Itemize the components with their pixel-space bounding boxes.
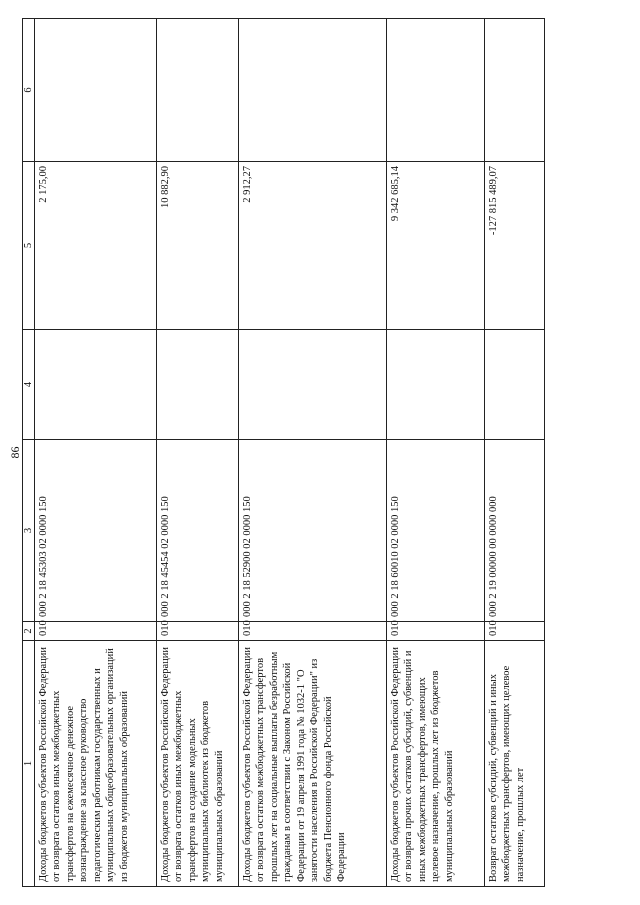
- income-name: Доходы бюджетов субъектов Российской Федерации от возврата прочих остатков субсидий, субвенций и иных межбюджетных трансфертов, имеющих целевое назначение, прошлых лет из бюджетов муниципальных образований: [387, 641, 485, 887]
- table-row: [485, 19, 545, 887]
- page-number: 86: [8, 446, 22, 459]
- column-number-row: [23, 19, 35, 887]
- amount: 9 342 685,14: [387, 162, 485, 330]
- admin-code: 010: [387, 622, 485, 641]
- admin-code: 010: [239, 622, 387, 641]
- table-row: [387, 19, 485, 887]
- table-row: [239, 19, 387, 887]
- amount: -127 815 489,07: [485, 162, 545, 330]
- budget-classification-code: 000 2 18 60010 02 0000 150: [387, 440, 485, 622]
- column-4-cell: [485, 330, 545, 440]
- income-name: Возврат остатков субсидий, субвенций и иных межбюджетных трансфертов, имеющих целевое назначение, прошлых лет: [485, 641, 545, 887]
- column-4-cell: [239, 330, 387, 440]
- column-4-cell: [35, 330, 157, 440]
- column-number: 4: [23, 330, 35, 440]
- admin-code: 010: [485, 622, 545, 641]
- column-number: 1: [23, 641, 35, 887]
- column-number: 3: [23, 440, 35, 622]
- amount: 10 882,90: [157, 162, 239, 330]
- budget-classification-code: 000 2 19 00000 00 0000 000: [485, 440, 545, 622]
- table-row: [157, 19, 239, 887]
- budget-classification-code: 000 2 18 45454 02 0000 150: [157, 440, 239, 622]
- column-number: 2: [23, 622, 35, 641]
- amount: 2 175,00: [35, 162, 157, 330]
- column-number: 6: [23, 19, 35, 162]
- admin-code: 010: [157, 622, 239, 641]
- admin-code: 010: [35, 622, 157, 641]
- column-4-cell: [387, 330, 485, 440]
- column-6-cell: [239, 19, 387, 162]
- budget-classification-code: 000 2 18 45303 02 0000 150: [35, 440, 157, 622]
- column-number: 5: [23, 162, 35, 330]
- column-6-cell: [35, 19, 157, 162]
- income-name: Доходы бюджетов субъектов Российской Федерации от возврата остатков иных межбюджетных трансфертов на ежемесячное денежное вознаграждение за классное руководство педагогическим работникам государственных и муниципальных общеобразовательных организаций из бюджетов муниципальных образований: [35, 641, 157, 887]
- column-6-cell: [485, 19, 545, 162]
- income-name: Доходы бюджетов субъектов Российской Федерации от возврата остатков иных межбюджетных трансфертов на создание модельных муниципальных библиотек из бюджетов муниципальных образований: [157, 641, 239, 887]
- income-name: Доходы бюджетов субъектов Российской Федерации от возврата остатков межбюджетных трансфертов прошлых лет на социальные выплаты безработным гражданам в соответствии с Законом Российской Федерации от 19 апреля 1991 года № 1032-1 "О занятости населения в Российской Федерации" из бюджета Пенсионного фонда Российской Федерации: [239, 641, 387, 887]
- column-6-cell: [387, 19, 485, 162]
- column-4-cell: [157, 330, 239, 440]
- amount: 2 912,27: [239, 162, 387, 330]
- budget-classification-code: 000 2 18 52900 02 0000 150: [239, 440, 387, 622]
- table-row: [35, 19, 157, 887]
- column-6-cell: [157, 19, 239, 162]
- budget-table: [22, 18, 545, 887]
